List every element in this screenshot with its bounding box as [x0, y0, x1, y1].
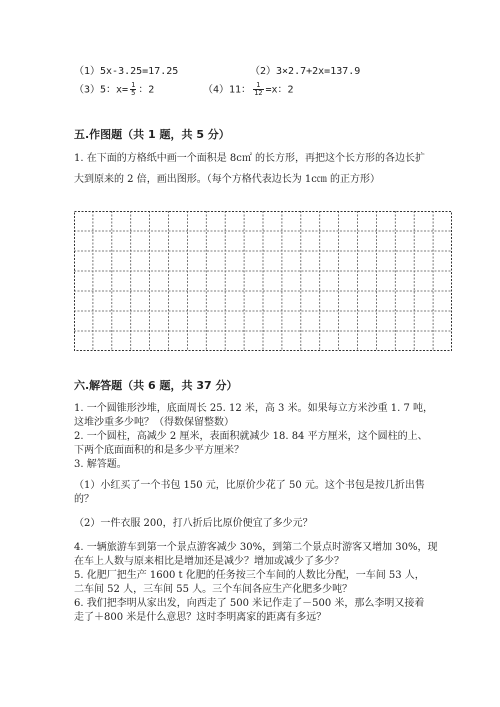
equation-4-fraction [253, 82, 263, 97]
section-6-question-2-line-2: 下两个底面面积的和是多少平方厘米？ [74, 445, 244, 456]
section-6-question-2-line-1: 2. 一个圆柱，高减少 2 厘米，表面积就减少 18. 84 平方厘米，这个圆柱的上、 [74, 431, 428, 442]
grid-paper-svg [74, 211, 452, 351]
equation-4 [203, 82, 294, 98]
equation-3-left: （3）5：x= [74, 84, 129, 96]
section-6-question-1-line-2: 这堆沙重多少吨？（得数保留整数） [74, 417, 234, 428]
equation-1: （1）5x-3.25=17.25 [74, 66, 179, 77]
equation-4-left: （4）11： [203, 84, 252, 96]
section-6-question-1-line-1: 1. 一个圆锥形沙堆，底面周长 25. 12 米，高 3 米。如果每立方米沙重 1. 7 吨， [74, 403, 434, 414]
section-6-heading: 六.解答题（共 6 题，共 37 分） [74, 379, 238, 392]
section-6-question-3b: （2）一件衣服 200，打八折后比原价便宜了多少元？ [74, 518, 313, 529]
equation-3 [74, 82, 154, 98]
section-6-question-6-line-1: 6. 我们把李明从家出发，向西走了 500 米记作走了－500 米，那么李明又接着 [74, 598, 425, 609]
fraction-numerator: 1 [253, 82, 263, 90]
equation-3-right: ：2 [138, 84, 155, 96]
section-6-question-4-line-2: 在车上人数与原来相比是增加还是减少？增加或减少了多少？ [74, 556, 344, 567]
fraction-numerator: 1 [131, 81, 136, 89]
section-6-question-3a-line-2: 的？ [74, 494, 94, 505]
section-6-question-3: 3. 解答题。 [74, 459, 127, 470]
section-6-question-6-line-2: 走了＋800 米是什么意思？这时李明离家的距离有多远？ [74, 612, 327, 623]
section-5-question-1-line-1: 1. 在下面的方格纸中画一个面积是 8c㎡ 的长方形，再把这个长方形的各边长扩 [74, 153, 426, 164]
section-5-question-1-line-2: 大到原来的 2 倍，画出图形。（每个方格代表边长为 1c㎝ 的正方形） [74, 174, 381, 185]
section-6-question-5-line-2: 二车间 52 人，三车间 55 人。三个车间各应生产化肥多少吨？ [74, 584, 353, 595]
equation-3-fraction [130, 82, 136, 97]
grid-paper [74, 211, 452, 355]
section-6-question-3a-line-1: （1）小红买了一个书包 150 元，比原价少花了 50 元。这个书包是按几折出售 [74, 480, 425, 491]
equation-2: （2）3×2.7+2x=137.9 [250, 66, 361, 77]
section-5-heading: 五.作图题（共 1 题，共 5 分） [74, 128, 230, 141]
section-6-question-5-line-1: 5. 化肥厂把生产 1600 t 化肥的任务按三个车间的人数比分配，一车间 53 人， [74, 570, 425, 581]
fraction-denominator: 5 [131, 89, 136, 97]
equation-4-right: =x：2 [265, 84, 294, 96]
section-6-question-4-line-1: 4. 一辆旅游车到第一个景点游客减少 30%，到第二个景点时游客又增加 30%，现 [74, 542, 438, 553]
fraction-denominator: 12 [254, 89, 263, 97]
